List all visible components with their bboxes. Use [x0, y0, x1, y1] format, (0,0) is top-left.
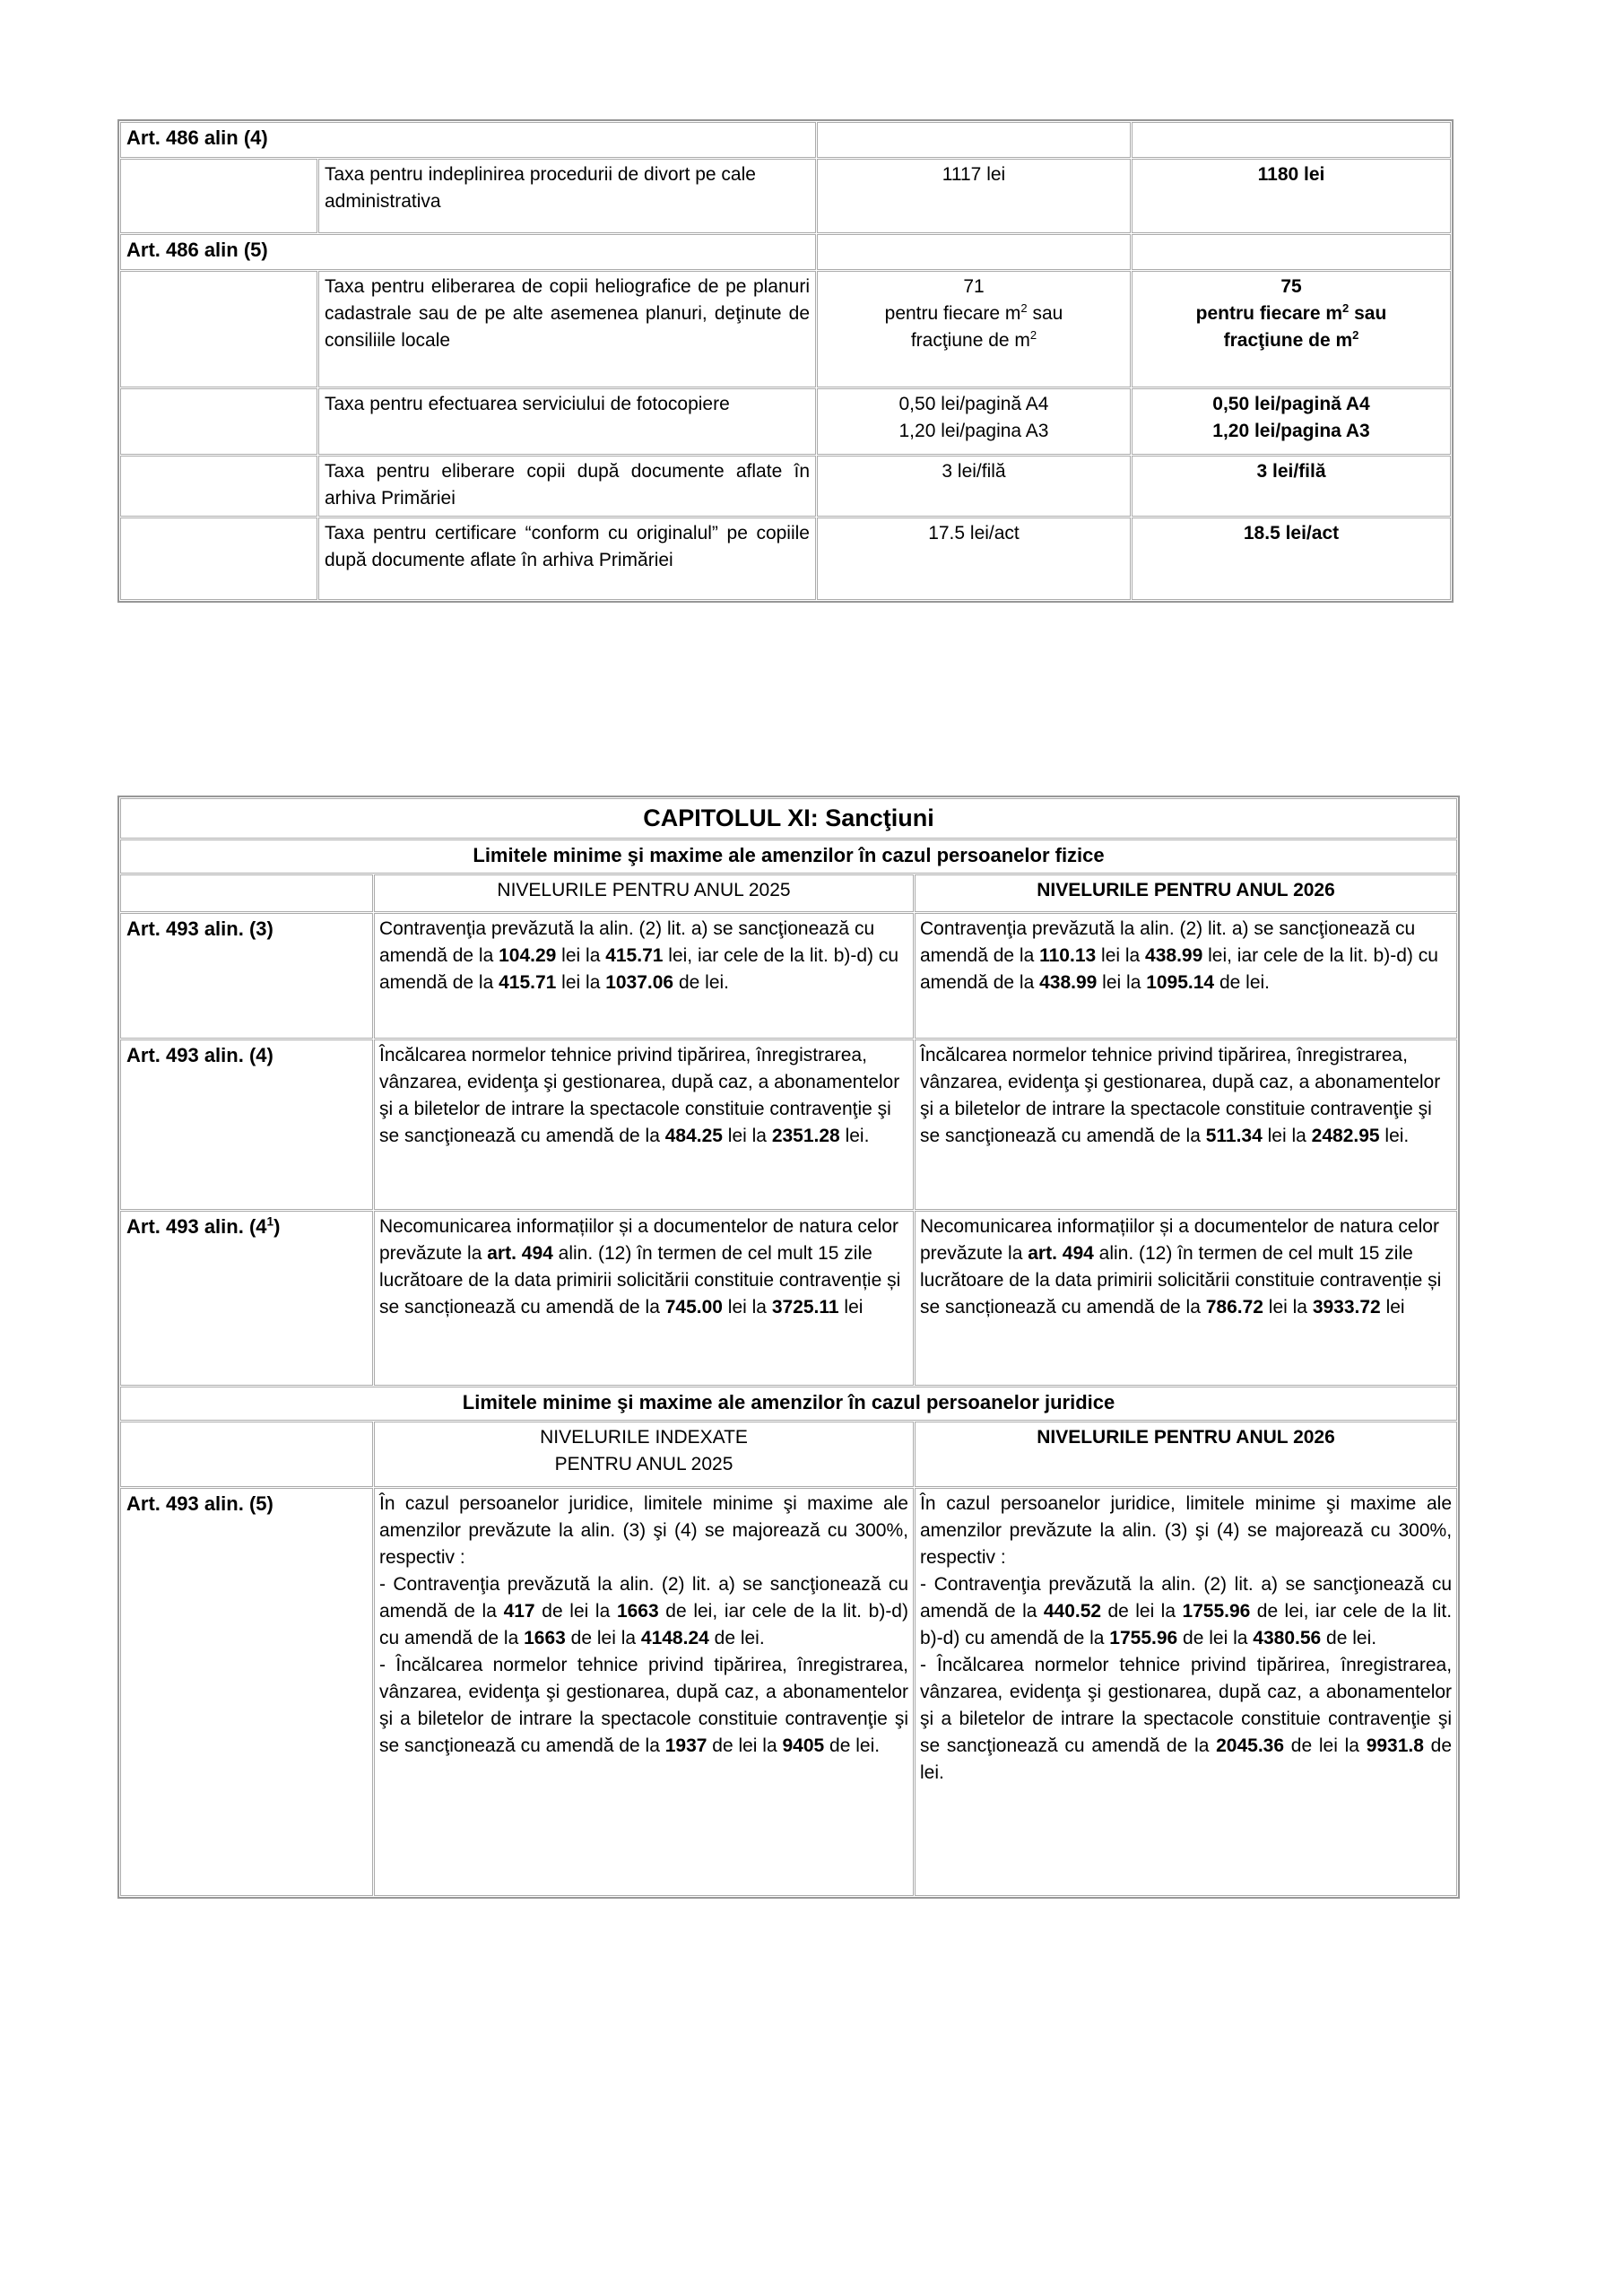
- subtitle-persoane-fizice: Limitele minime şi maxime ale amenzilor în cazul persoanelor fizice: [120, 839, 1457, 874]
- empty-cell: [120, 388, 317, 455]
- value-2026-cell: 1180 lei: [1132, 159, 1451, 233]
- empty-cell: [120, 874, 373, 912]
- row-taxa-heliografice: [120, 271, 1451, 387]
- tax-description: Taxa pentru indeplinirea procedurii de divort pe cale administrativa: [318, 159, 816, 233]
- row-art-493-4-1: [120, 1211, 1457, 1386]
- row-art-493-5: [120, 1488, 1457, 1896]
- fine-text-2026: Necomunicarea informațiilor și a documentelor de natura celor prevăzute la art. 494 alin. (12) în termen de cel mult 15 zile lucrătoare de la data primirii solicitării constituie contravenție și se sancționează cu amendă de la 786.72 lei la 3933.72 lei: [915, 1211, 1457, 1386]
- art-493-3-label: Art. 493 alin. (3): [120, 913, 373, 1039]
- tax-description: Taxa pentru eliberare copii după documente aflate în arhiva Primăriei: [318, 456, 816, 517]
- empty-cell: [1132, 122, 1451, 158]
- row-taxa-fotocopiere: [120, 388, 1451, 455]
- row-chapter-title: [120, 798, 1457, 839]
- row-column-headers-fizice: [120, 874, 1457, 912]
- row-taxa-divort: [120, 159, 1451, 233]
- column-header-2026: NIVELURILE PENTRU ANUL 2026: [915, 874, 1457, 912]
- row-taxa-eliberare-copii: [120, 456, 1451, 517]
- fine-text-2025: Necomunicarea informațiilor și a documentelor de natura celor prevăzute la art. 494 alin. (12) în termen de cel mult 15 zile lucrătoare de la data primirii solicitării constituie contravenție și se sancționează cu amendă de la 745.00 lei la 3725.11 lei: [374, 1211, 914, 1386]
- tax-description: Taxa pentru certificare “conform cu originalul” pe copiile după documente aflate în arhiva Primăriei: [318, 517, 816, 600]
- empty-cell: [120, 271, 317, 387]
- fine-text-2025: În cazul persoanelor juridice, limitele minime şi maxime ale amenzilor prevăzute la alin. (3) şi (4) se majorează cu 300%, respectiv : - Contravenţia prevăzută la alin. (2) lit. a) se sancţionează cu amendă de la 417 de lei la 1663 de lei, iar cele de la lit. b)-d) cu amendă de la 1663 de lei la 4148.24 de lei. - Încălcarea normelor tehnice privind tipărirea, înregistrarea, vânzarea, evidenţa şi gestionarea, după caz, a abonamentelor şi a biletelor de intrare la spectacole constituie contravenţie şi se sancţionează cu amendă de la 1937 de lei la 9405 de lei.: [374, 1488, 914, 1896]
- tax-description: Taxa pentru eliberarea de copii heliografice de pe planuri cadastrale sau de pe alte asemenea planuri, deţinute de consiliile locale: [318, 271, 816, 387]
- value-2025-cell: 17.5 lei/act: [817, 517, 1131, 600]
- value-2025-cell: 3 lei/filă: [817, 456, 1131, 517]
- tax-rates-table: [117, 119, 1454, 603]
- tax-description: Taxa pentru efectuarea serviciului de fotocopiere: [318, 388, 816, 455]
- value-2026-cell: 75 pentru fiecare $m^2$ sau fracţiune de $m^2$: [1132, 271, 1451, 387]
- value-2026-cell: 3 lei/filă: [1132, 456, 1451, 517]
- empty-cell: [817, 122, 1131, 158]
- value-2025-cell: 1117 lei: [817, 159, 1131, 233]
- empty-cell: [1132, 234, 1451, 270]
- art-493-5-label: Art. 493 alin. (5): [120, 1488, 373, 1896]
- column-header-2025: NIVELURILE PENTRU ANUL 2025: [374, 874, 914, 912]
- row-taxa-certificare: [120, 517, 1451, 600]
- fine-text-2026: Încălcarea normelor tehnice privind tipărirea, înregistrarea, vânzarea, evidenţa şi gestionarea, după caz, a abonamentelor şi a biletelor de intrare la spectacole constituie contravenţie şi se sancţionează cu amendă de la 511.34 lei la 2482.95 lei.: [915, 1039, 1457, 1210]
- subtitle-persoane-juridice: Limitele minime şi maxime ale amenzilor în cazul persoanelor juridice: [120, 1387, 1457, 1421]
- row-art-493-4: [120, 1039, 1457, 1210]
- row-subtitle-juridice: [120, 1387, 1457, 1421]
- row-art-486-4: [120, 122, 1451, 158]
- value-2025-cell: 71 pentru fiecare $m^2$ sau fracţiune de $m^2$: [817, 271, 1131, 387]
- column-header-2026: NIVELURILE PENTRU ANUL 2026: [915, 1422, 1457, 1487]
- row-column-headers-juridice: [120, 1422, 1457, 1487]
- empty-cell: [817, 234, 1131, 270]
- fine-text-2026: Contravenţia prevăzută la alin. (2) lit. a) se sancţionează cu amendă de la 110.13 lei la 438.99 lei, iar cele de la lit. b)-d) cu amendă de la 438.99 lei la 1095.14 de lei.: [915, 913, 1457, 1039]
- row-art-486-5: [120, 234, 1451, 270]
- chapter-title: CAPITOLUL XI: Sancţiuni: [120, 798, 1457, 839]
- document-content: [117, 119, 1460, 1899]
- value-2026-cell: 0,50 lei/pagină A4 1,20 lei/pagina A3: [1132, 388, 1451, 455]
- empty-cell: [120, 517, 317, 600]
- row-art-493-3: [120, 913, 1457, 1039]
- fine-text-2025: Încălcarea normelor tehnice privind tipărirea, înregistrarea, vânzarea, evidenţa şi gestionarea, după caz, a abonamentelor şi a biletelor de intrare la spectacole constituie contravenţie şi se sancţionează cu amendă de la 484.25 lei la 2351.28 lei.: [374, 1039, 914, 1210]
- empty-cell: [120, 159, 317, 233]
- column-header-indexate-2025: NIVELURILE INDEXATE PENTRU ANUL 2025: [374, 1422, 914, 1487]
- empty-cell: [120, 1422, 373, 1487]
- art-493-4-label: Art. 493 alin. (4): [120, 1039, 373, 1210]
- value-2025-cell: 0,50 lei/pagină A4 1,20 lei/pagina A3: [817, 388, 1131, 455]
- art-486-4-label: Art. 486 alin (4): [120, 122, 816, 158]
- value-2026-cell: 18.5 lei/act: [1132, 517, 1451, 600]
- fine-text-2025: Contravenţia prevăzută la alin. (2) lit. a) se sancţionează cu amendă de la 104.29 lei la 415.71 lei, iar cele de la lit. b)-d) cu amendă de la 415.71 lei la 1037.06 de lei.: [374, 913, 914, 1039]
- sanctions-table: [117, 796, 1460, 1899]
- empty-cell: [120, 456, 317, 517]
- art-486-5-label: Art. 486 alin (5): [120, 234, 816, 270]
- art-493-4-1-label: Art. 493 alin. $(4^1)$: [120, 1211, 373, 1386]
- row-subtitle-fizice: [120, 839, 1457, 874]
- fine-text-2026: În cazul persoanelor juridice, limitele minime şi maxime ale amenzilor prevăzute la alin. (3) şi (4) se majorează cu 300%, respectiv : - Contravenţia prevăzută la alin. (2) lit. a) se sancţionează cu amendă de la 440.52 de lei la 1755.96 de lei, iar cele de la lit. b)-d) cu amendă de la 1755.96 de lei la 4380.56 de lei. - Încălcarea normelor tehnice privind tipărirea, înregistrarea, vânzarea, evidenţa şi gestionarea, după caz, a abonamentelor şi a biletelor de intrare la spectacole constituie contravenţie şi se sancţionează cu amendă de la 2045.36 de lei la 9931.8 de lei.: [915, 1488, 1457, 1896]
